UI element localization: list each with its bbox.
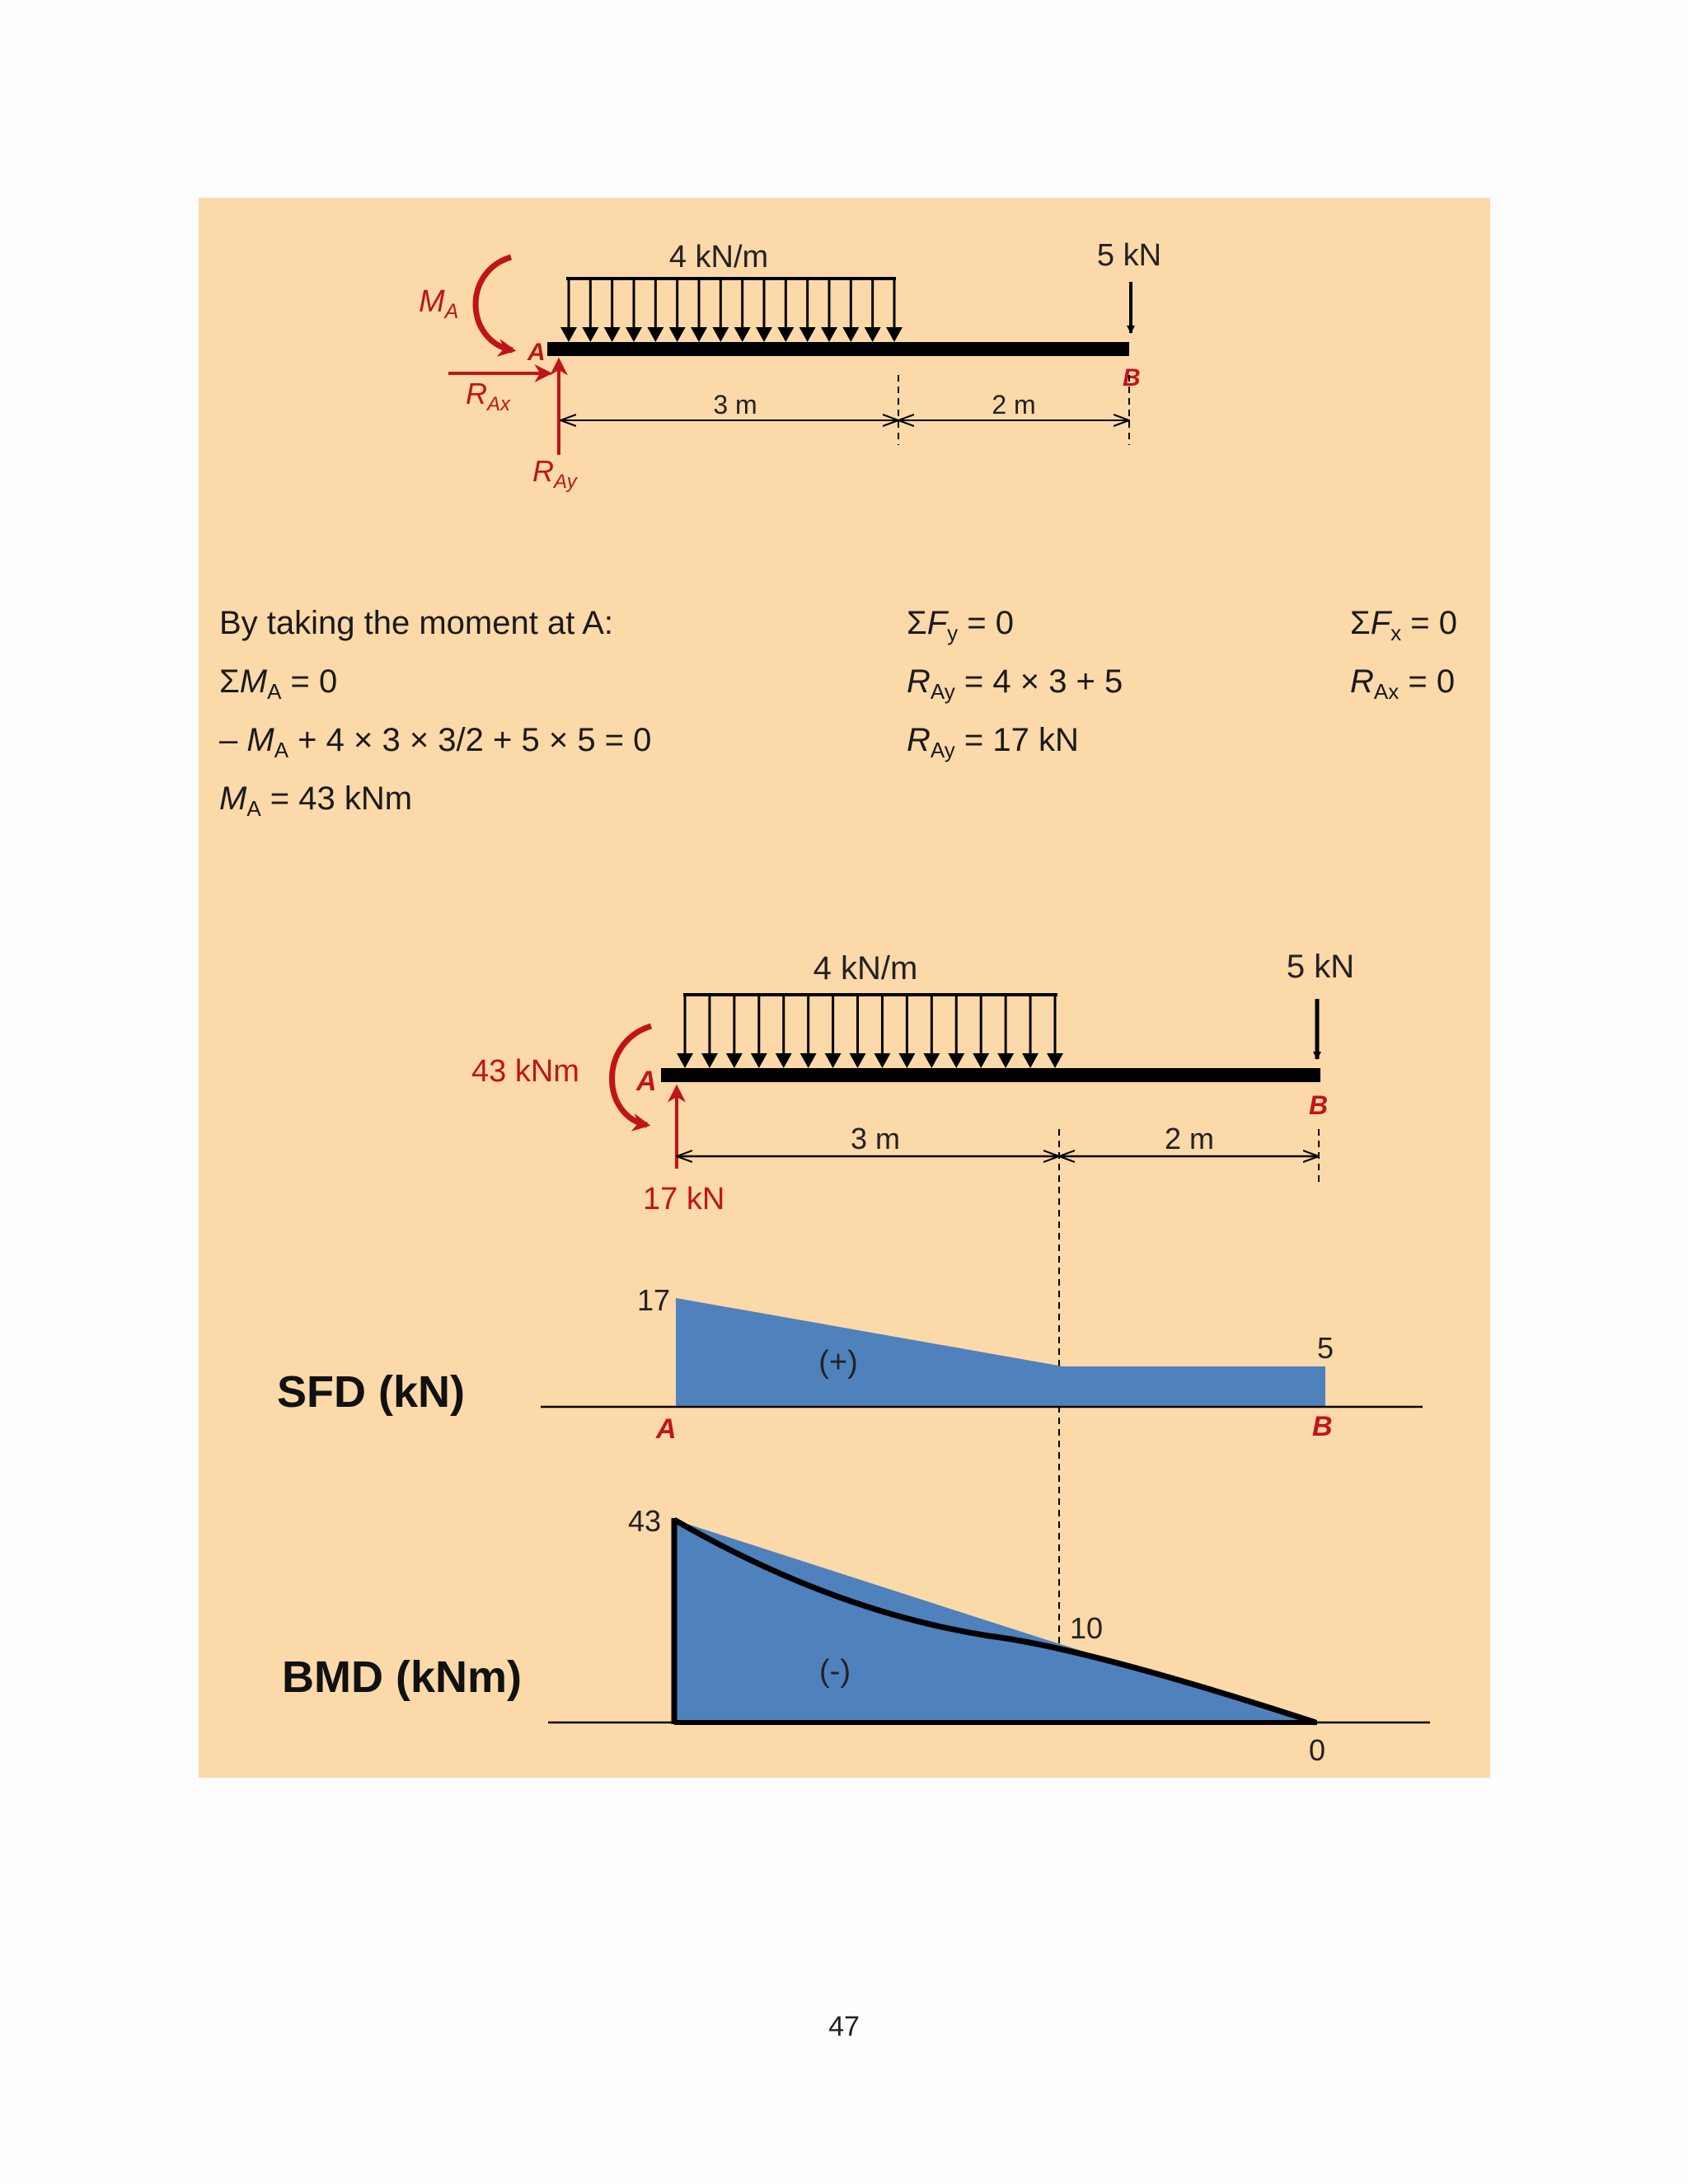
beam-1-moment-arrow (476, 257, 513, 350)
beam-2-point-load-label: 5 kN (1286, 949, 1355, 985)
beam-1-udl (560, 279, 903, 342)
beam-1-ray-label: $R_{Ay}$ (532, 454, 577, 493)
sum-fy: $\Sigma F_y = 0$ (907, 605, 1015, 645)
beam-2-member (661, 1068, 1320, 1082)
sfd-value-a: 17 (637, 1283, 671, 1317)
beam-1-point-a: A (528, 339, 546, 366)
bmd-sign: (-) (819, 1654, 851, 1689)
rax-result: $R_{Ax} = 0$ (1350, 663, 1456, 704)
beam-2-point-b: B (1309, 1090, 1329, 1120)
bmd-title: BMD (kNm) (282, 1652, 522, 1702)
bmd-value-a: 43 (628, 1504, 662, 1538)
ray-equation: $R_{Ay} = 4 \times 3 + 5$ (907, 663, 1123, 704)
beam-1-udl-label: 4 kN/m (668, 240, 769, 274)
page-number: 47 (828, 2011, 860, 2042)
sfd (277, 1283, 1423, 1445)
sfd-point-b: B (1312, 1411, 1333, 1442)
moment-result: $M_A = 43$ kNm (219, 780, 413, 821)
beam-2-moment-label: 43 kNm (471, 1054, 579, 1089)
bmd (282, 1504, 1430, 1767)
beam-2-dim-3m: 3 m (850, 1122, 901, 1155)
beam-2 (471, 949, 1354, 1216)
beam-1-point-load-label: 5 kN (1096, 238, 1162, 273)
sfd-value-b: 5 (1317, 1331, 1334, 1365)
bmd-value-b: 0 (1309, 1733, 1326, 1767)
sum-moment-a: $\Sigma M_A = 0$ (219, 663, 338, 704)
sfd-sign: (+) (818, 1345, 858, 1380)
bmd-value-mid: 10 (1070, 1611, 1104, 1645)
beam-2-udl (677, 995, 1063, 1068)
sfd-point-a: A (656, 1413, 677, 1445)
beam-1 (419, 238, 1161, 493)
beam-2-point-a: A (636, 1066, 657, 1097)
beam-2-reaction-label: 17 kN (643, 1182, 725, 1216)
moment-equation: – $M_A + 4 \times 3 \times 3/2 + 5 \times 5 = 0$ (219, 722, 652, 762)
moment-equation-title: By taking the moment at A: (219, 605, 614, 641)
sum-fx: $\Sigma F_x = 0$ (1350, 605, 1458, 645)
beam-1-point-b: B (1123, 364, 1141, 391)
beam-2-dim-2m: 2 m (1164, 1122, 1215, 1155)
beam-2-udl-label: 4 kN/m (813, 950, 918, 987)
beam-1-moment-label: $M_A$ (419, 284, 459, 323)
beam-1-dim-2m: 2 m (992, 390, 1036, 419)
sfd-area (676, 1298, 1325, 1406)
beam-1-dimension (560, 375, 1129, 445)
beam-1-dim-3m: 3 m (713, 390, 757, 419)
beam-2-dimension (677, 1129, 1319, 1187)
sfd-title: SFD (kN) (277, 1367, 465, 1417)
beam-1-member (547, 342, 1129, 356)
ray-result: $R_{Ay} = 17$ kN (907, 722, 1079, 762)
beam-1-rax-label: $R_{Ax}$ (466, 377, 511, 415)
